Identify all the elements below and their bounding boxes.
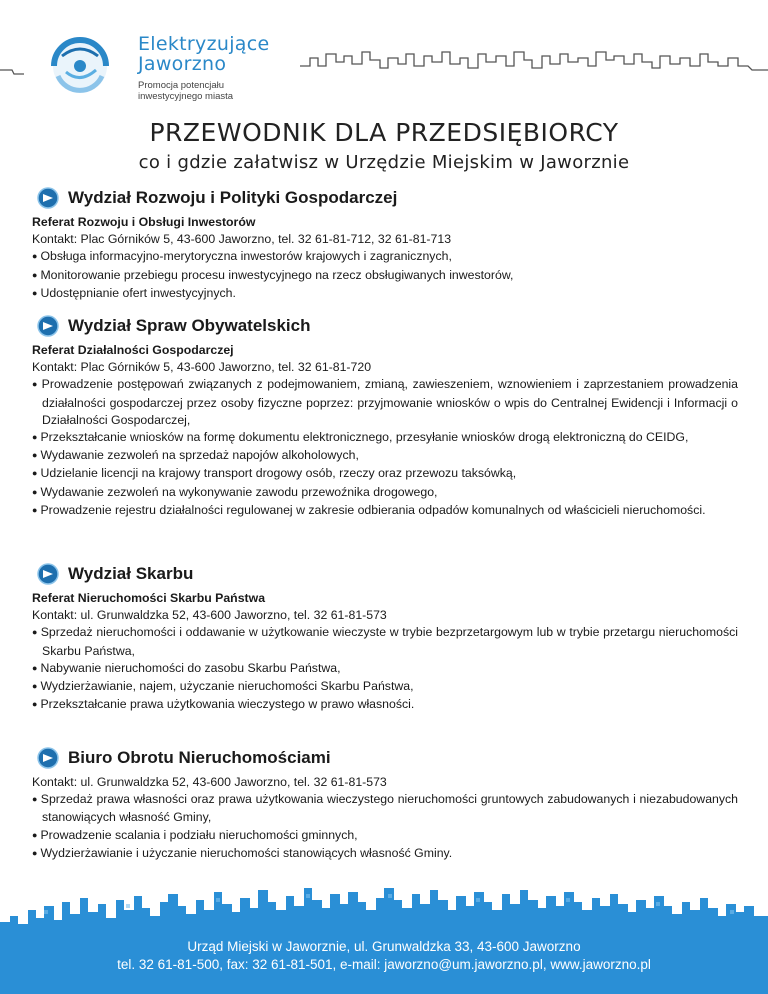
list-item: ● Prowadzenie postępowań związanych z podejmowaniem, zmianą, zawieszeniem, wznowieniem i zaprzestaniem prowadzenia działalności gospodarczej przez osoby fizyczne poprzez: przyjmowanie wniosków o wpis do Centralnej Ewidencji i Informacji o Działalności Gospodarczej, [32, 376, 738, 429]
arrow-globe-icon [36, 746, 60, 770]
list-item: ● Przekształcanie wniosków na formę dokumentu elektronicznego, przesyłanie wniosków drogą elektroniczną do CEIDG, [32, 429, 738, 447]
logo-name-line1: Elektryzujące [138, 33, 270, 55]
list-item: ● Wydawanie zezwoleń na wykonywanie zawodu przewoźnika drogowego, [32, 484, 738, 502]
list-item: ● Wydzierżawianie, najem, użyczanie nieruchomości Skarbu Państwa, [32, 678, 738, 696]
section-skarb [32, 560, 738, 714]
section-title: Biuro Obrotu Nieruchomościami [68, 748, 331, 767]
list-item: ● Wydzierżawianie i użyczanie nieruchomości stanowiących własność Gminy. [32, 845, 738, 863]
section-header [32, 560, 738, 588]
list-item: ● Monitorowanie przebiegu procesu inwestycyjnego na rzecz obsługiwanych inwestorów, [32, 267, 738, 285]
section-title: Wydział Rozwoju i Polityki Gospodarczej [68, 188, 398, 207]
section-header [32, 744, 738, 772]
list-item: ● Nabywanie nieruchomości do zasobu Skarbu Państwa, [32, 660, 738, 678]
list-item: ● Sprzedaż prawa własności oraz prawa użytkowania wieczystego nieruchomości gruntowych zabudowanych i niezabudowanych stanowiących własność Gminy, [32, 791, 738, 826]
section-rozwoj [32, 184, 738, 303]
section-header [32, 184, 738, 212]
section-biuro-obrotu [32, 744, 738, 863]
list-item: ● Udzielanie licencji na krajowy transport drogowy osób, rzeczy oraz przewozu taksówką, [32, 465, 738, 483]
list-item: ● Przekształcanie prawa użytkowania wieczystego w prawo własności. [32, 696, 738, 714]
section-subunit: Referat Nieruchomości Skarbu Państwa [32, 591, 266, 605]
section-contact: Kontakt: Plac Górników 5, 43-600 Jaworzno, tel. 32 61-81-712, 32 61-81-713 [32, 232, 452, 247]
list-item: ● Obsługa informacyjno-merytoryczna inwestorów krajowych i zagranicznych, [32, 248, 738, 266]
skyline-line-decoration [0, 44, 768, 84]
footer-address: Urząd Miejski w Jaworznie, ul. Grunwaldzka 33, 43-600 Jaworzno [187, 939, 581, 954]
page-subtitle: co i gdzie załatwisz w Urzędzie Miejskim w Jaworznie [138, 152, 630, 173]
section-subunit: Referat Działalności Gospodarczej [32, 343, 234, 357]
footer-contact-details: tel. 32 61-81-500, fax: 32 61-81-501, e-mail: jaworzno@um.jaworzno.pl, www.jaworzno.pl [117, 957, 651, 972]
arrow-globe-icon [36, 562, 60, 586]
section-contact: Kontakt: ul. Grunwaldzka 52, 43-600 Jaworzno, tel. 32 61-81-573 [32, 608, 387, 623]
page-title: PRZEWODNIK DLA PRZEDSIĘBIORCY [149, 118, 619, 147]
list-item: ● Sprzedaż nieruchomości i oddawanie w użytkowanie wieczyste w trybie bezprzetargowym lub w trybie przetargu nieruchomości Skarbu Państwa, [32, 624, 738, 659]
section-header [32, 312, 738, 340]
section-subunit: Referat Rozwoju i Obsługi Inwestorów [32, 215, 256, 229]
arrow-globe-icon [36, 314, 60, 338]
logo-tagline-line1: Promocja potencjału [138, 80, 225, 91]
list-item: ● Udostępnianie ofert inwestycyjnych. [32, 285, 738, 303]
section-sprawy-obywatelskie [32, 312, 738, 520]
footer-contact [0, 938, 768, 974]
list-item: ● Prowadzenie scalania i podziału nieruchomości gminnych, [32, 827, 738, 845]
section-contact: Kontakt: ul. Grunwaldzka 52, 43-600 Jaworzno, tel. 32 61-81-573 [32, 775, 387, 789]
logo-tagline-line2: inwestycyjnego miasta [138, 91, 234, 102]
footer-skyline [0, 880, 768, 994]
section-contact: Kontakt: Plac Górników 5, 43-600 Jaworzno, tel. 32 61-81-720 [32, 360, 372, 375]
arrow-globe-icon [36, 186, 60, 210]
section-title: Wydział Skarbu [68, 564, 194, 583]
section-title: Wydział Spraw Obywatelskich [68, 316, 311, 335]
logo-name-line2: Jaworzno [138, 53, 227, 75]
list-item: ● Wydawanie zezwoleń na sprzedaż napojów alkoholowych, [32, 447, 738, 465]
list-item: ● Prowadzenie rejestru działalności regulowanej w zakresie odbierania odpadów komunalnych od właścicieli nieruchomości. [32, 502, 738, 520]
